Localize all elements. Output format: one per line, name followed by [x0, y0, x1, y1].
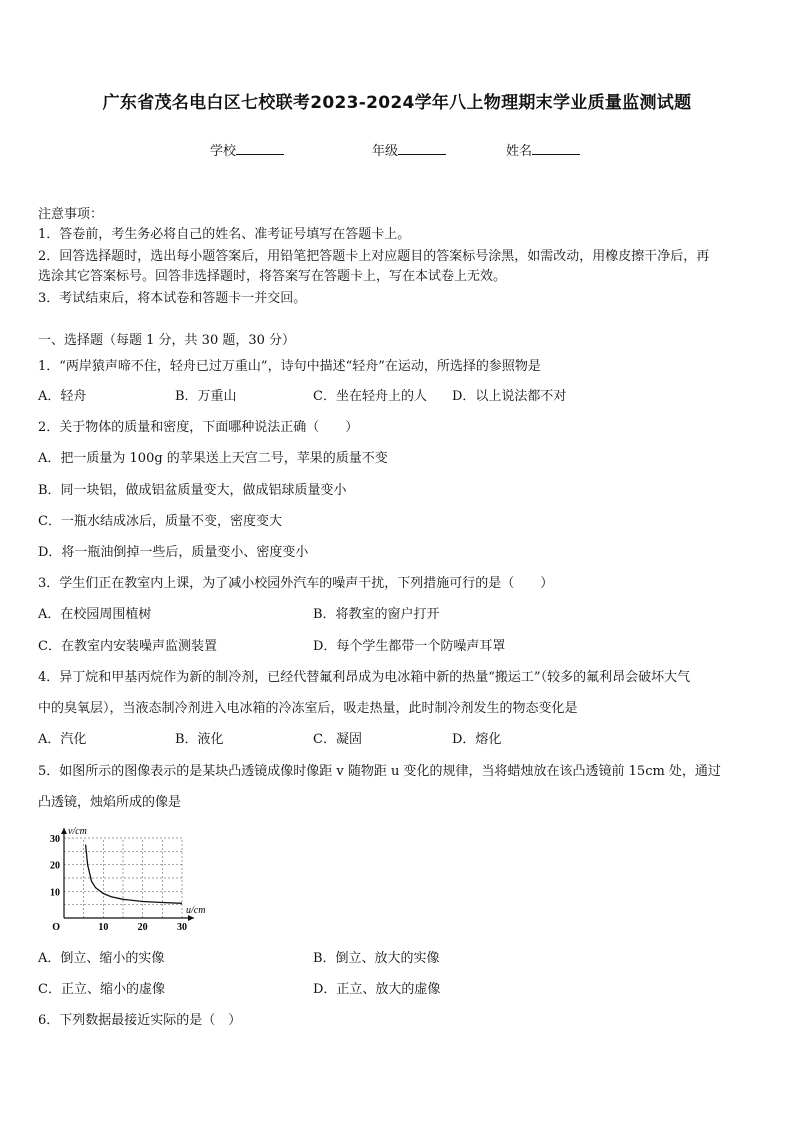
question-stem: 6．下列数据最接近实际的是（ ） — [38, 1013, 242, 1028]
notice-item: 3．考试结束后，将本试卷和答题卡一并交回。 — [38, 291, 307, 306]
school-field[interactable] — [210, 140, 284, 159]
option-c: C．在教室内安装噪声监测装置 — [38, 639, 217, 654]
x-tick-label: 20 — [137, 922, 148, 933]
option-a: A．倒立、缩小的实像 — [38, 951, 165, 966]
x-tick-label: 30 — [177, 922, 187, 933]
graph-grid — [64, 838, 182, 918]
option-d: D．将一瓶油倒掉一些后，质量变小、密度变小 — [38, 545, 309, 560]
option-c: C．坐在轻舟上的人 — [313, 389, 427, 404]
lens-graph — [38, 820, 206, 938]
notice-item: 2．回答选择题时，选出每小题答案后，用铅笔把答题卡上对应题目的答案标号涂黑，如需改动，用橡皮擦干净后，再 — [38, 249, 710, 264]
question-stem: 2．关于物体的质量和密度，下面哪种说法正确（ ） — [38, 420, 359, 435]
option-d: D．熔化 — [452, 732, 502, 747]
graph-curve — [86, 845, 182, 904]
option-a: A．在校园周围植树 — [38, 607, 152, 622]
y-axis-label: v/cm — [68, 826, 87, 837]
school-label: 学校 — [210, 144, 237, 159]
y-tick-label: 30 — [50, 834, 60, 845]
school-blank[interactable] — [236, 142, 284, 155]
option-c: C．正立、缩小的虚像 — [38, 982, 165, 997]
question-stem: 4．异丁烷和甲基丙烷作为新的制冷剂，已经代替氟利昂成为电冰箱中新的热量“搬运工”（较多的氟利昂会破坏大气 — [38, 670, 691, 685]
option-d: D．以上说法都不对 — [452, 389, 567, 404]
origin-label: O — [52, 922, 60, 933]
x-tick-label: 10 — [98, 922, 109, 933]
name-blank[interactable] — [532, 142, 580, 155]
option-a: A．把一质量为 100g 的苹果送上天宫二号，苹果的质量不变 — [38, 451, 388, 466]
x-axis-label: u/cm — [186, 905, 206, 916]
option-b: B．液化 — [175, 732, 224, 747]
notice-item: 选涂其它答案标号。回答非选择题时，将答案写在答题卡上，写在本试卷上无效。 — [38, 269, 507, 284]
grade-label: 年级 — [372, 144, 399, 159]
option-a: A．轻舟 — [38, 389, 87, 404]
grade-blank[interactable] — [398, 142, 446, 155]
option-b: B．同一块铝，做成铝盆质量变大，做成铝球质量变小 — [38, 483, 347, 498]
y-axis-arrow — [61, 828, 67, 834]
question-stem: 1．“两岸猿声啼不住，轻舟已过万重山”，诗句中描述“轻舟”在运动，所选择的参照物是 — [38, 359, 541, 374]
option-c: C．一瓶水结成冰后，质量不变，密度变大 — [38, 514, 282, 529]
section-heading: 一、选择题（每题 1 分，共 30 题，30 分） — [38, 333, 296, 348]
series-line — [86, 845, 182, 904]
question-stem: 3．学生们正在教室内上课，为了减小校园外汽车的噪声干扰，下列措施可行的是（ ） — [38, 576, 554, 591]
grade-field[interactable] — [372, 140, 446, 159]
notice-heading: 注意事项： — [38, 207, 104, 222]
name-label: 姓名 — [506, 144, 533, 159]
option-b: B．倒立、放大的实像 — [313, 951, 440, 966]
y-tick-label: 10 — [50, 887, 60, 899]
option-c: C．凝固 — [313, 732, 362, 747]
option-d: D．正立、放大的虚像 — [313, 982, 441, 997]
question-stem: 中的臭氧层），当液态制冷剂进入电冰箱的冷冻室后，吸走热量，此时制冷剂发生的物态变化是 — [38, 701, 578, 716]
y-tick-label: 20 — [50, 860, 60, 872]
option-b: B．万重山 — [175, 389, 237, 404]
question-stem: 凸透镜，烛焰所成的像是 — [38, 795, 182, 810]
notice-item: 1．答卷前，考生务必将自己的姓名、准考证号填写在答题卡上。 — [38, 227, 411, 242]
option-d: D．每个学生都带一个防噪声耳罩 — [313, 639, 506, 654]
question-stem: 5．如图所示的图像表示的是某块凸透镜成像时像距 v 随物距 u 变化的规律，当将蜡烛放在该凸透镜前 15cm 处，通过 — [38, 764, 721, 779]
page-title: 广东省茂名电白区七校联考2023-2024学年八上物理期末学业质量监测试题 — [102, 93, 692, 113]
option-a: A．汽化 — [38, 732, 87, 747]
name-field[interactable] — [506, 140, 580, 159]
option-b: B．将教室的窗户打开 — [313, 607, 440, 622]
graph-axes — [61, 826, 205, 921]
